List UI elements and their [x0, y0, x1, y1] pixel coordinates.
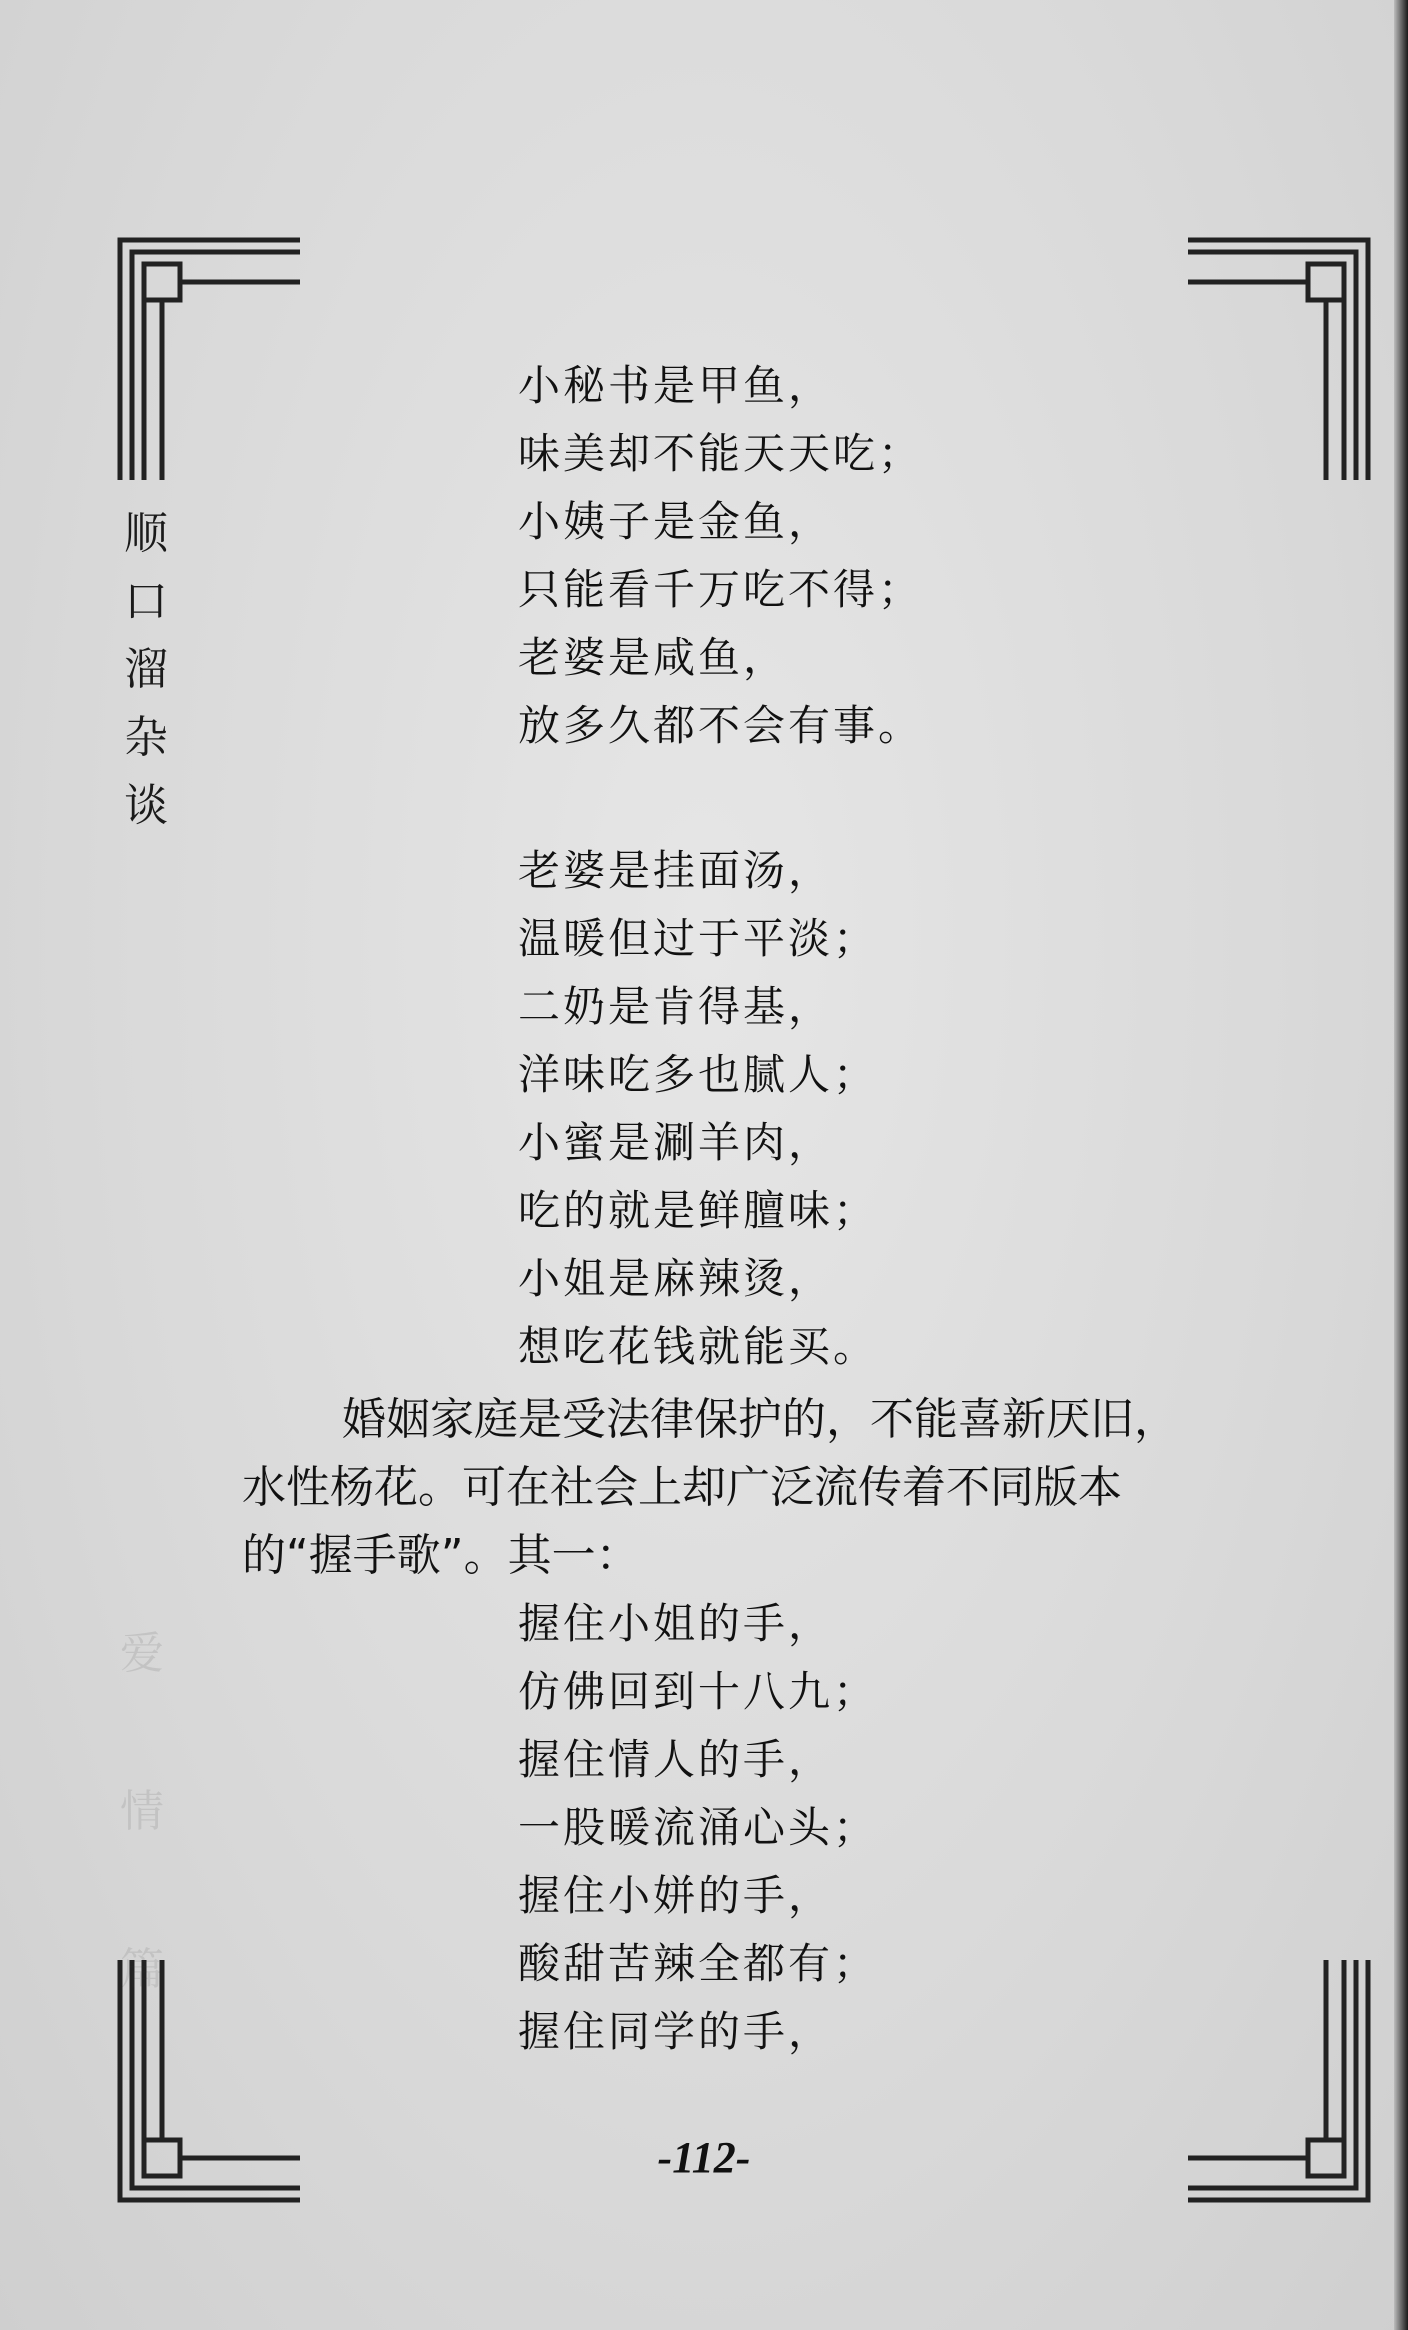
poem-line: 放多久都不会有事。 — [518, 701, 924, 750]
running-head-char: 口 — [124, 576, 168, 627]
poem-line: 小秘书是甲鱼， — [518, 361, 834, 410]
prose-line: 的“握手歌”。其一： — [242, 1530, 640, 1581]
poem-line: 仿佛回到十八九； — [518, 1667, 879, 1716]
poem-line: 想吃花钱就能买。 — [518, 1322, 879, 1371]
page-number: -112- — [657, 2133, 751, 2182]
running-head-vertical — [118, 500, 174, 840]
poem-line: 一股暖流涌心头； — [518, 1803, 879, 1852]
poem-line: 小姐是麻辣烫， — [518, 1254, 834, 1303]
running-head-char: 杂 — [124, 712, 168, 763]
poem-line: 酸甜苦辣全都有； — [518, 1939, 879, 1988]
running-head-char: 顺 — [124, 508, 168, 559]
corner-ornament-top-right — [1178, 230, 1378, 490]
corner-ornament-top-left — [110, 230, 310, 490]
poem-line: 只能看千万吃不得； — [518, 565, 924, 614]
poem-line: 握住情人的手， — [518, 1735, 834, 1784]
poem-line: 小蜜是涮羊肉， — [518, 1118, 834, 1167]
poem-fish — [518, 352, 923, 760]
poem-line: 握住同学的手， — [518, 2007, 834, 2056]
poem-line: 温暖但过于平淡； — [518, 914, 879, 963]
poem-line: 洋味吃多也腻人； — [518, 1050, 879, 1099]
prose-paragraph — [242, 1386, 1242, 1590]
poem-line: 握住小姐的手， — [518, 1599, 834, 1648]
prose-line: 水性杨花。可在社会上却广泛流传着不同版本 — [242, 1462, 1122, 1513]
poem-line: 老婆是挂面汤， — [518, 846, 834, 895]
running-head-char: 谈 — [124, 780, 168, 831]
poem-line: 吃的就是鲜膻味； — [518, 1186, 879, 1235]
poem-food — [518, 837, 878, 1381]
running-head-char: 溜 — [124, 644, 168, 695]
poem-line: 二奶是肯得基， — [518, 982, 834, 1031]
poem-line: 握住小姘的手， — [518, 1871, 834, 1920]
bleed-through-text: 爱 情 篇 — [120, 1628, 164, 1995]
poem-handshake — [518, 1590, 878, 2066]
poem-line: 老婆是咸鱼， — [518, 633, 789, 682]
page-edge-shadow — [1394, 0, 1408, 2330]
poem-line: 味美却不能天天吃； — [518, 429, 924, 478]
poem-line: 小姨子是金鱼， — [518, 497, 834, 546]
prose-line: 婚姻家庭是受法律保护的，不能喜新厌旧， — [342, 1394, 1178, 1445]
